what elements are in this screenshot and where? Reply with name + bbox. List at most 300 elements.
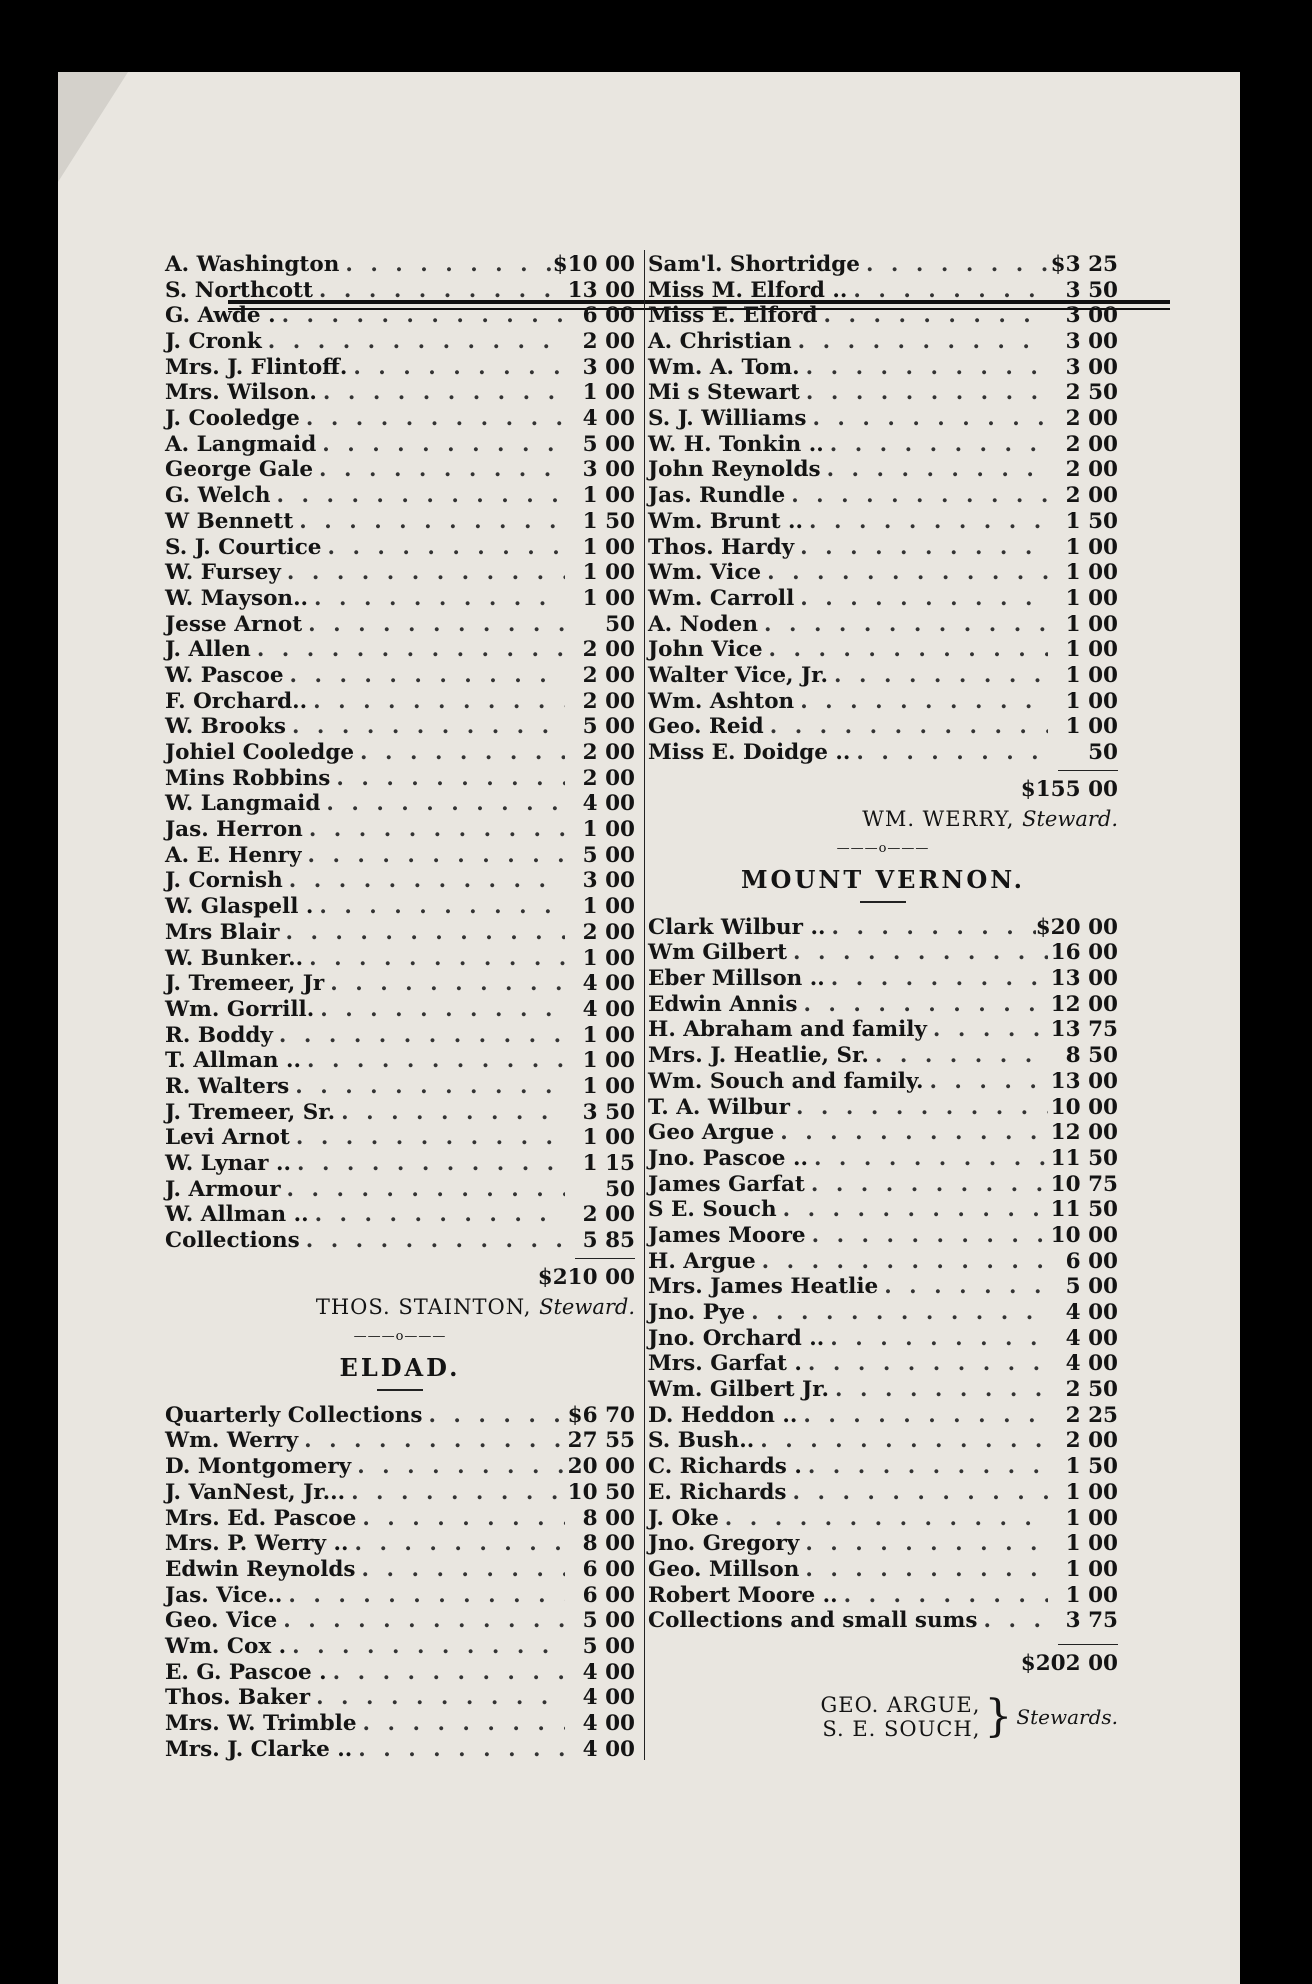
subscriber-name: E. Richards: [648, 1479, 787, 1505]
amount: 1 00: [582, 1048, 635, 1074]
list-item: [165, 252, 635, 278]
amount: 11 50: [1050, 1145, 1118, 1171]
dot-leader: [301, 843, 565, 869]
list-item: [648, 1557, 1118, 1583]
dot-leader: [289, 1074, 565, 1100]
list-item: [165, 920, 635, 946]
dot-leader: [923, 1069, 1048, 1095]
dot-leader: [803, 509, 1048, 535]
subscriber-name: H. Argue: [648, 1248, 756, 1274]
column-divider: [644, 250, 645, 1760]
list-item: [165, 1228, 635, 1254]
amount: 1 00: [582, 1125, 635, 1151]
amount: 12 00: [1050, 1120, 1118, 1146]
amount: 50: [605, 1176, 635, 1202]
dot-leader: [301, 1048, 565, 1074]
list-item: [648, 1377, 1118, 1403]
dot-leader: [330, 766, 565, 792]
dot-leader: [281, 560, 565, 586]
list-item: [165, 1202, 635, 1228]
subscriber-name: D. Montgomery: [165, 1454, 352, 1480]
amount: 8 00: [582, 1531, 635, 1557]
steward-title: Steward.: [1022, 806, 1118, 831]
amount: 4 00: [582, 1685, 635, 1711]
dot-leader: [300, 1228, 565, 1254]
list-item: [648, 1146, 1118, 1172]
amount: 1 00: [582, 483, 635, 509]
dot-leader: [351, 1454, 565, 1480]
list-item: [648, 1018, 1118, 1044]
amount: 4 00: [582, 971, 635, 997]
list-item: [648, 252, 1118, 278]
dot-leader: [293, 509, 565, 535]
amount: 3 50: [582, 1099, 635, 1125]
dot-leader: [347, 355, 565, 381]
amount: 1 00: [1065, 662, 1118, 688]
subscriber-name: Mrs. James Heatlie: [648, 1274, 879, 1300]
amount: 6 00: [1065, 1248, 1118, 1274]
dot-leader: [277, 1608, 565, 1634]
subscriber-name: J. Tremeer, Jr: [165, 971, 325, 997]
subscriber-name: Eber Millson ..: [648, 966, 825, 992]
amount: 1 50: [1065, 1454, 1118, 1480]
dot-leader: [797, 992, 1048, 1018]
subscriber-name: R. Boddy: [165, 1022, 273, 1048]
amount: 27 55: [567, 1428, 635, 1454]
steward-names: [820, 1693, 980, 1741]
dot-leader: [829, 1377, 1048, 1403]
subscriber-name: W. Fursey: [165, 560, 281, 586]
amount: 3 00: [582, 868, 635, 894]
subscriber-name: G. Welch: [165, 483, 271, 509]
amount: 1 00: [1065, 1479, 1118, 1505]
dot-leader: [298, 1428, 565, 1454]
amount: 1 00: [582, 945, 635, 971]
amount: 5 00: [582, 714, 635, 740]
list-item: [165, 1583, 635, 1609]
list-item: [165, 894, 635, 920]
dot-leader: [847, 278, 1048, 304]
left-column: [165, 252, 635, 1762]
subscriber-name: Wm. Souch and family.: [648, 1068, 924, 1094]
list-item: [165, 714, 635, 740]
list-item: [165, 303, 635, 329]
subscriber-name: Edwin Reynolds: [165, 1556, 356, 1582]
list-item: [165, 1100, 635, 1126]
list-item: [165, 612, 635, 638]
dot-leader: [271, 483, 565, 509]
list-item: [648, 1454, 1118, 1480]
subscriber-name: John Reynolds: [648, 457, 821, 483]
list-item: [648, 355, 1118, 381]
list-item: [648, 1429, 1118, 1455]
amount: 1 00: [582, 1022, 635, 1048]
amount: 10 00: [1050, 1094, 1118, 1120]
dot-leader: [825, 966, 1048, 992]
list-item: [165, 1454, 635, 1480]
list-item: [165, 1048, 635, 1074]
subscriber-name: Levi Arnot: [165, 1125, 290, 1151]
amount: 10 75: [1050, 1171, 1118, 1197]
list-item: [165, 1660, 635, 1686]
dot-leader: [794, 535, 1048, 561]
dot-leader: [808, 1146, 1048, 1172]
list-item: [648, 509, 1118, 535]
dot-leader: [761, 560, 1048, 586]
subscriber-name: Mrs. Garfat .: [648, 1351, 802, 1377]
subscriber-name: Sam'l. Shortridge: [648, 251, 860, 277]
amount: 2 00: [1065, 483, 1118, 509]
amount: 1 00: [582, 1073, 635, 1099]
dot-leader: [758, 612, 1048, 638]
amount: 1 00: [582, 585, 635, 611]
stewards-title: Stewards.: [1016, 1705, 1118, 1729]
amount: $6 70: [567, 1402, 635, 1428]
amount: 20 00: [567, 1454, 635, 1480]
dot-leader: [316, 432, 565, 458]
amount: 2 00: [582, 765, 635, 791]
list-item: [165, 458, 635, 484]
list-item: [648, 560, 1118, 586]
amount: $10 00: [552, 251, 635, 277]
amount: 10 00: [1050, 1222, 1118, 1248]
list-item: [165, 560, 635, 586]
list-item: [648, 1531, 1118, 1557]
amount: 2 00: [582, 662, 635, 688]
subscriber-name: W Bennett: [165, 508, 294, 534]
amount: 1 00: [1065, 585, 1118, 611]
subscriber-name: W. Pascoe: [165, 662, 284, 688]
subscriber-name: Jno. Orchard ..: [648, 1325, 825, 1351]
dot-leader: [785, 483, 1048, 509]
amount: 4 00: [582, 996, 635, 1022]
subscriber-name: Mrs. J. Heatlie, Sr.: [648, 1043, 869, 1069]
dot-leader: [339, 252, 552, 278]
subscriber-name: T. Allman ..: [165, 1048, 301, 1074]
dot-leader: [300, 406, 565, 432]
amount: 2 00: [582, 919, 635, 945]
dot-leader: [354, 740, 565, 766]
list-item: [165, 843, 635, 869]
subscriber-name: E. G. Pascoe .: [165, 1659, 327, 1685]
right-column: [648, 252, 1118, 1741]
subscriber-name: Mrs. W. Trimble: [165, 1711, 357, 1737]
subscriber-name: J. Armour: [165, 1176, 281, 1202]
list-item: [165, 329, 635, 355]
dot-leader: [806, 1223, 1048, 1249]
amount: 1 00: [1065, 1531, 1118, 1557]
dot-leader: [281, 1177, 565, 1203]
amount: 12 00: [1050, 991, 1118, 1017]
subscriber-name: W. Langmaid: [165, 791, 321, 817]
subscriber-name: W. Bunker..: [165, 945, 304, 971]
dot-leader: [719, 1506, 1048, 1532]
list-item: [165, 432, 635, 458]
amount: 1 00: [1065, 560, 1118, 586]
subscriber-name: Wm. Gilbert Jr.: [648, 1377, 830, 1403]
list-item: [648, 406, 1118, 432]
list-item: [648, 714, 1118, 740]
subscriber-name: S. J. Courtice: [165, 534, 322, 560]
dot-leader: [352, 1737, 565, 1763]
list-item: [648, 1300, 1118, 1326]
list-item: [648, 1172, 1118, 1198]
amount: 8 00: [582, 1505, 635, 1531]
list-item: [648, 992, 1118, 1018]
steward-name: WM. WERRY,: [862, 806, 1015, 831]
dot-leader: [799, 1531, 1048, 1557]
subscriber-name: Johiel Cooledge: [165, 740, 355, 766]
list-item: [165, 1557, 635, 1583]
dot-leader: [314, 997, 565, 1023]
dot-leader: [797, 1403, 1048, 1429]
amount: 1 00: [1065, 1556, 1118, 1582]
subscriber-name: James Garfat: [648, 1171, 805, 1197]
subscriber-name: Jas. Rundle: [648, 483, 786, 509]
list-item: [648, 432, 1118, 458]
list-item: [165, 535, 635, 561]
dot-leader: [828, 663, 1048, 689]
amount: 50: [1088, 740, 1118, 766]
list-item: [648, 535, 1118, 561]
list-item: [648, 483, 1118, 509]
brace-glyph: }: [984, 1691, 1013, 1742]
list-item: [648, 915, 1118, 941]
subscriber-name: Jno. Pascoe ..: [648, 1145, 808, 1171]
dot-leader: [290, 1125, 565, 1151]
subscriber-name: Collections: [165, 1228, 300, 1254]
amount: 4 00: [582, 791, 635, 817]
amount: 1 00: [1065, 1582, 1118, 1608]
subscriber-name: John Vice: [648, 637, 763, 663]
dot-leader: [317, 380, 565, 406]
amount: $3 25: [1050, 251, 1118, 277]
list-item: [165, 1737, 635, 1763]
subscriber-name: Wm Gilbert: [648, 940, 788, 966]
subscriber-name: Geo. Reid: [648, 714, 764, 740]
amount: 2 00: [1065, 406, 1118, 432]
subscriber-name: W. Lynar ..: [165, 1151, 291, 1177]
dot-leader: [320, 791, 565, 817]
subscriber-name: W. Glaspell .: [165, 894, 314, 920]
dot-leader: [286, 714, 565, 740]
amount: 6 00: [582, 1556, 635, 1582]
subscriber-name: James Moore: [648, 1222, 806, 1248]
dot-leader: [818, 303, 1048, 329]
amount: 5 00: [1065, 1274, 1118, 1300]
list-item: [165, 1177, 635, 1203]
amount: 5 00: [582, 431, 635, 457]
dot-leader: [356, 1557, 565, 1583]
list-item: [165, 1506, 635, 1532]
subscriber-name: Robert Moore ..: [648, 1582, 838, 1608]
amount: 50: [605, 611, 635, 637]
subscriber-name: Mrs. J. Clarke ..: [165, 1736, 353, 1762]
subscriber-name: A. Christian: [648, 329, 792, 355]
list-item: [165, 740, 635, 766]
dot-leader: [324, 971, 565, 997]
subscriber-name: G. Awde .: [165, 303, 276, 329]
list-item: [648, 612, 1118, 638]
amount: 1 00: [582, 534, 635, 560]
dot-leader: [825, 915, 1035, 941]
amount: 4 00: [582, 1659, 635, 1685]
dot-leader: [345, 1480, 565, 1506]
subscriber-name: Thos. Hardy: [648, 534, 795, 560]
list-item: [165, 997, 635, 1023]
dot-leader: [291, 1151, 565, 1177]
subscriber-name: Mins Robbins: [165, 765, 331, 791]
dot-leader: [283, 868, 565, 894]
eldad-heading: ELDAD.: [339, 1352, 461, 1382]
list-item: [648, 740, 1118, 766]
list-item: [165, 1023, 635, 1049]
dot-leader: [282, 1583, 565, 1609]
subscriber-name: J. Tremeer, Sr.: [165, 1099, 336, 1125]
list-item: [165, 1685, 635, 1711]
section-separator: ———o———: [353, 1328, 447, 1344]
amount: 10 50: [567, 1479, 635, 1505]
subscriber-name: J. VanNest, Jr...: [165, 1479, 346, 1505]
subscriber-name: Clark Wilbur ..: [648, 914, 826, 940]
list-item: [648, 278, 1118, 304]
subscriber-name: Jno. Gregory: [648, 1531, 800, 1557]
dot-leader: [792, 329, 1048, 355]
amount: 1 00: [582, 380, 635, 406]
left-steward: [165, 1293, 635, 1323]
amount: 2 00: [1065, 431, 1118, 457]
dot-leader: [824, 432, 1048, 458]
list-item: [648, 637, 1118, 663]
steward-name: GEO. ARGUE,: [820, 1693, 981, 1717]
subscriber-name: A. Langmaid: [165, 431, 317, 457]
dot-leader: [745, 1300, 1048, 1326]
list-item: [648, 458, 1118, 484]
subscriber-name: Mrs. P. Werry ..: [165, 1531, 349, 1557]
dot-leader: [800, 355, 1048, 381]
amount: 2 00: [582, 637, 635, 663]
subscriber-name: W. Brooks: [165, 714, 286, 740]
list-item: [165, 766, 635, 792]
list-item: [648, 689, 1118, 715]
subscriber-name: A. Noden: [648, 611, 758, 637]
amount: 2 00: [1065, 1428, 1118, 1454]
subscriber-name: Wm. Cox .: [165, 1633, 287, 1659]
amount: 1 00: [1065, 637, 1118, 663]
subscriber-name: Mrs. Ed. Pascoe: [165, 1505, 357, 1531]
dot-leader: [787, 1480, 1048, 1506]
left-subscriber-list: [165, 252, 635, 1254]
list-item: [648, 1223, 1118, 1249]
amount: 1 00: [1065, 1505, 1118, 1531]
subscriber-name: Thos. Baker: [165, 1685, 311, 1711]
list-item: [648, 1043, 1118, 1069]
amount: 4 00: [1065, 1300, 1118, 1326]
dot-leader: [309, 1202, 565, 1228]
list-item: [165, 791, 635, 817]
dot-leader: [794, 586, 1048, 612]
subscriber-name: Quarterly Collections: [165, 1402, 423, 1428]
list-item: [165, 1074, 635, 1100]
dot-leader: [279, 920, 565, 946]
list-item: [165, 971, 635, 997]
list-item: [648, 966, 1118, 992]
amount: 8 50: [1065, 1043, 1118, 1069]
list-item: [648, 1480, 1118, 1506]
list-item: [648, 1506, 1118, 1532]
subscriber-name: Wm. A. Tom.: [648, 354, 800, 380]
subscriber-name: Jas. Herron: [165, 817, 303, 843]
right-total: $155 00: [1020, 776, 1118, 802]
amount: 1 00: [1065, 714, 1118, 740]
subscriber-name: Wm. Carroll: [648, 585, 795, 611]
left-total: $210 00: [537, 1264, 635, 1290]
dot-leader: [754, 1428, 1048, 1454]
amount: 3 75: [1065, 1608, 1118, 1634]
subscriber-name: Mrs. Wilson.: [165, 380, 317, 406]
dot-leader: [838, 1583, 1048, 1609]
subscriber-name: Wm. Gorrill.: [165, 996, 315, 1022]
amount: 4 00: [582, 406, 635, 432]
dot-leader: [308, 586, 565, 612]
subscriber-name: F. Orchard..: [165, 688, 308, 714]
dot-leader: [310, 1685, 565, 1711]
list-item: [165, 637, 635, 663]
subscriber-name: S E. Souch: [648, 1197, 777, 1223]
steward-name: S. E. SOUCH,: [822, 1717, 981, 1741]
list-item: [165, 1634, 635, 1660]
subscriber-name: A. E. Henry: [165, 842, 302, 868]
list-item: [165, 278, 635, 304]
dot-leader: [790, 1095, 1048, 1121]
dot-leader: [794, 689, 1048, 715]
subscriber-name: Mrs. J. Flintoff.: [165, 354, 348, 380]
list-item: [165, 1608, 635, 1634]
dot-leader: [302, 612, 565, 638]
subscriber-name: C. Richards .: [648, 1454, 802, 1480]
amount: 1 00: [582, 560, 635, 586]
list-item: [165, 663, 635, 689]
list-item: [165, 483, 635, 509]
mount-vernon-stewards: [648, 1693, 1118, 1741]
dot-leader: [805, 1172, 1048, 1198]
amount: 13 00: [1050, 1068, 1118, 1094]
subscriber-name: J. Allen: [165, 637, 251, 663]
list-item: [648, 1069, 1118, 1095]
dot-leader: [357, 1711, 565, 1737]
dot-leader: [321, 535, 565, 561]
subscriber-name: Mi s Stewart: [648, 380, 800, 406]
dot-leader: [303, 946, 565, 972]
dot-leader: [787, 940, 1048, 966]
subscriber-name: S. J. Williams: [648, 406, 807, 432]
dot-leader: [774, 1120, 1048, 1146]
dot-leader: [251, 637, 565, 663]
dot-leader: [806, 406, 1048, 432]
subscriber-name: Edwin Annis: [648, 991, 798, 1017]
dot-leader: [313, 457, 565, 483]
list-item: [648, 1326, 1118, 1352]
subscriber-name: A. Washington: [165, 251, 340, 277]
dot-leader: [800, 380, 1048, 406]
amount: 5 85: [582, 1228, 635, 1254]
subscriber-name: J. Cooledge: [165, 406, 300, 432]
amount: 4 00: [1065, 1325, 1118, 1351]
dot-leader: [821, 457, 1048, 483]
dot-leader: [927, 1017, 1048, 1043]
subscriber-name: W. H. Tonkin ..: [648, 431, 824, 457]
subscriber-name: Miss E. Doidge ..: [648, 740, 851, 766]
